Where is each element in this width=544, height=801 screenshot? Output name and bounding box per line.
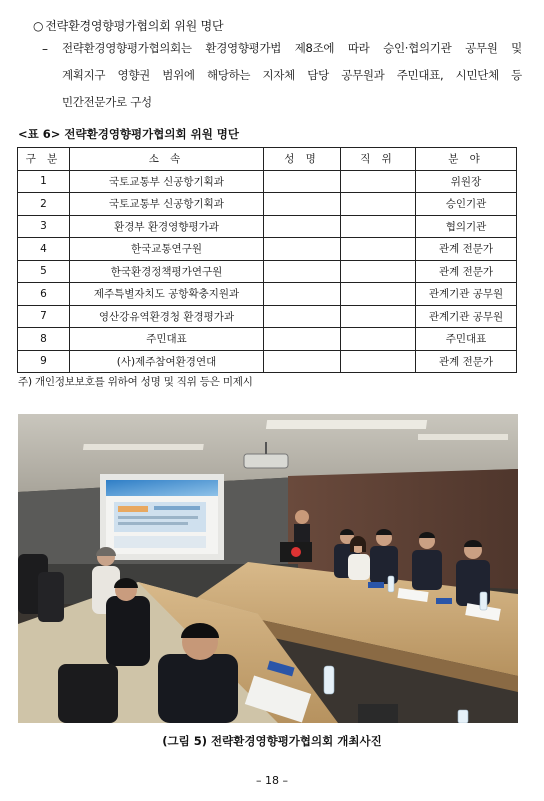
cell-field: 관계 전문가 [416, 238, 517, 261]
cell-no: 1 [18, 170, 70, 193]
cell-name [264, 215, 341, 238]
cell-affiliation: 국토교통부 신공항기획과 [70, 170, 264, 193]
cell-name [264, 305, 341, 328]
cell-name [264, 260, 341, 283]
table-header-row [18, 148, 517, 171]
cell-position [341, 350, 416, 373]
col-header-field: 분 야 [416, 148, 517, 171]
cell-name [264, 283, 341, 306]
cell-field: 관계기관 공무원 [416, 283, 517, 306]
table-row [18, 283, 517, 306]
paragraph-line-1: 전략환경영향평가협의회는 환경영향평가법 제8조에 따라 승인·협의기관 공무원 및 [62, 41, 522, 55]
cell-position [341, 238, 416, 261]
section-title: 전략환경영향평가협의회 위원 명단 [45, 19, 224, 33]
table-note: 주) 개인정보보호를 위하여 성명 및 직위 등은 미제시 [18, 376, 253, 388]
cell-affiliation: 한국교통연구원 [70, 238, 264, 261]
meeting-photo-illustration [18, 414, 518, 723]
cell-position [341, 170, 416, 193]
cell-name [264, 193, 341, 216]
table-row [18, 238, 517, 261]
cell-affiliation: 주민대표 [70, 328, 264, 351]
col-header-division: 구 분 [18, 148, 70, 171]
cell-affiliation: 영산강유역환경청 환경평가과 [70, 305, 264, 328]
cell-position [341, 260, 416, 283]
meeting-photo [18, 414, 518, 723]
cell-field: 협의기관 [416, 215, 517, 238]
cell-field: 관계기관 공무원 [416, 305, 517, 328]
cell-no: 4 [18, 238, 70, 261]
cell-no: 7 [18, 305, 70, 328]
cell-no: 6 [18, 283, 70, 306]
paragraph-line-2: 계획지구 영향권 범위에 해당하는 지자체 담당 공무원과 주민대표, 시민단체 등 [62, 68, 522, 82]
cell-position [341, 283, 416, 306]
col-header-position: 직 위 [341, 148, 416, 171]
table-row [18, 328, 517, 351]
figure-caption: (그림 5) 전략환경영향평가협의회 개최사진 [162, 734, 382, 748]
cell-field: 승인기관 [416, 193, 517, 216]
cell-name [264, 328, 341, 351]
cell-affiliation: 환경부 환경영향평가과 [70, 215, 264, 238]
cell-field: 위원장 [416, 170, 517, 193]
cell-field: 관계 전문가 [416, 350, 517, 373]
cell-no: 5 [18, 260, 70, 283]
cell-affiliation: (사)제주참여환경연대 [70, 350, 264, 373]
cell-no: 3 [18, 215, 70, 238]
cell-no: 9 [18, 350, 70, 373]
cell-name [264, 170, 341, 193]
cell-position [341, 305, 416, 328]
cell-no: 8 [18, 328, 70, 351]
table-row [18, 193, 517, 216]
cell-no: 2 [18, 193, 70, 216]
table-title: <표 6> 전략환경영향평가협의회 위원 명단 [18, 127, 240, 141]
circle-bullet: ○ [33, 19, 44, 33]
cell-position [341, 328, 416, 351]
col-header-affiliation: 소 속 [70, 148, 264, 171]
cell-affiliation: 국토교통부 신공항기획과 [70, 193, 264, 216]
cell-field: 관계 전문가 [416, 260, 517, 283]
dash-bullet: – [42, 42, 48, 56]
table-row [18, 260, 517, 283]
cell-field: 주민대표 [416, 328, 517, 351]
page-number: – 18 – [256, 774, 288, 787]
table-row [18, 215, 517, 238]
committee-roster-table [17, 147, 517, 373]
table-row [18, 350, 517, 373]
cell-affiliation: 제주특별자치도 공항확충지원과 [70, 283, 264, 306]
table-row [18, 305, 517, 328]
cell-position [341, 215, 416, 238]
paragraph-line-3: 민간전문가로 구성 [62, 95, 152, 109]
cell-name [264, 238, 341, 261]
col-header-name: 성 명 [264, 148, 341, 171]
cell-position [341, 193, 416, 216]
section-heading [33, 17, 223, 34]
cell-affiliation: 한국환경정책평가연구원 [70, 260, 264, 283]
cell-name [264, 350, 341, 373]
table-row [18, 170, 517, 193]
